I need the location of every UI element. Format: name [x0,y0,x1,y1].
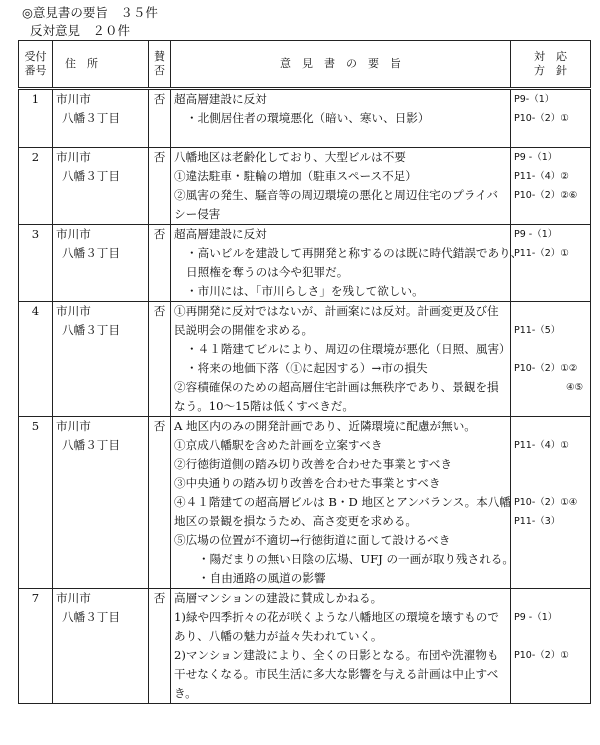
row-opinion: 超高層建設に反対 ・北側居住者の環境悪化（暗い、寒い、日影） [171,89,511,148]
opposition-count: 反対意見 ２０件 [30,23,131,38]
row-opinion: A 地区内のみの開発計画であり、近隣環境に配慮が無い。 ①京成八幡駅を含めた計画を立案すべき ②行徳街道側の踏み切り改善を合わせた事業とすべき ③中央通りの踏み切り改善を合わせた事業とすべき ④４１階建ての超高層ビルは B・D 地区とアンバランス。本八幡 地区の景観を損なうため、高さ変更を求める。 ⑤広場の位置が不適切→行徳街道に面して設けるべき ・陽だまりの無い日陰の広場、UFJ の一画が取り残される。 ・自由通路の風道の影響 [171,417,511,589]
header-address: 住 所 [53,41,149,89]
header-stance: 賛 否 [149,41,171,89]
table-row [19,302,591,417]
row-address: 市川市 八幡３丁目 [53,417,149,589]
row-stance: 否 [149,302,171,417]
row-opinion: ①再開発に反対ではないが、計画案には反対。計画変更及び住 民説明会の開催を求める。 ・４１階建てビルにより、周辺の住環境が悪化（日照、風害） ・将来の地価下落（①に起因する）→市の損失 ②容積確保のための超高層住宅計画は無秩序であり、景観を損 なう。10～15階は低くすべきだ。 [171,302,511,417]
row-address: 市川市 八幡３丁目 [53,302,149,417]
table-row [19,148,591,225]
header-opinion: 意 見 書 の 要 旨 [171,41,511,89]
row-policy: P11-（5） P10-（2）①② ④⑤ [511,302,591,417]
header-number: 受付 番号 [19,41,53,89]
row-address: 市川市 八幡３丁目 [53,89,149,148]
table-row [19,225,591,302]
row-opinion: 高層マンションの建設に賛成しかねる。 1)緑や四季折々の花が咲くような八幡地区の環境を壊すもので あり、八幡の魅力が益々失われていく。 2)マンション建設により、全くの日影となる。布団や洗濯物も 干せなくなる。市民生活に多大な影響を与える計画は中止すべ き。 [171,589,511,704]
row-number: 5 [19,417,53,589]
summary-title: ◎意見書の要旨 ３５件 [22,5,158,20]
row-number: 3 [19,225,53,302]
header-policy: 対 応 方 針 [511,41,591,89]
table-row [19,417,591,589]
row-number: 2 [19,148,53,225]
row-opinion: 超高層建設に反対 ・高いビルを建設して再開発と称するのは既に時代錯誤であり、 日照権を奪うのは今や犯罪だ。 ・市川には、「市川らしさ」を残して欲しい。 [171,225,511,302]
row-address: 市川市 八幡３丁目 [53,148,149,225]
row-address: 市川市 八幡３丁目 [53,225,149,302]
row-stance: 否 [149,417,171,589]
opinion-table [18,40,591,704]
row-stance: 否 [149,148,171,225]
document-header [22,4,158,40]
row-stance: 否 [149,225,171,302]
row-number: 1 [19,89,53,148]
row-policy: P11-（4）① P10-（2）①④ P11-（3） [511,417,591,589]
table-row [19,589,591,704]
row-policy: P9 -（1） P11-（4）② P10-（2）②⑥ [511,148,591,225]
row-stance: 否 [149,589,171,704]
row-policy: P9 -（1） P11-（2）① [511,225,591,302]
row-policy: P9 -（1） P10-（2）① [511,589,591,704]
row-number: 7 [19,589,53,704]
table-header-row [19,41,591,89]
table-row [19,89,591,148]
row-stance: 否 [149,89,171,148]
row-address: 市川市 八幡３丁目 [53,589,149,704]
row-policy: P9-（1） P10-（2）① [511,89,591,148]
row-number: 4 [19,302,53,417]
row-opinion: 八幡地区は老齢化しており、大型ビルは不要 ①違法駐車・駐輪の増加（駐車スペース不足） ②風害の発生、騒音等の周辺環境の悪化と周辺住宅のプライバ シー侵害 [171,148,511,225]
